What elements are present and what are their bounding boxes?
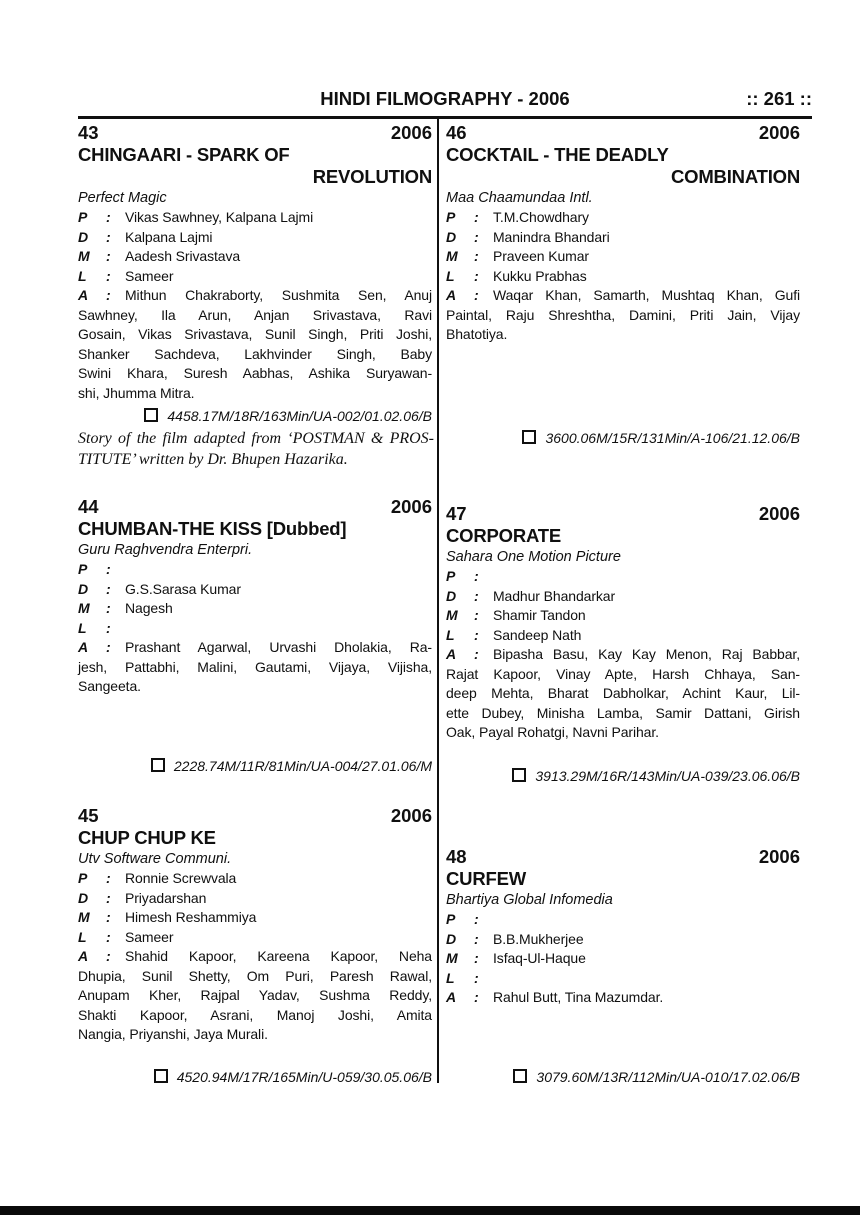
credit-producer (446, 208, 800, 228)
credit-director (446, 587, 800, 607)
credit-colon: : (474, 287, 479, 303)
entry-year: 2006 (390, 122, 432, 143)
credit-value: Vikas Sawhney, Kalpana Lajmi (125, 209, 314, 225)
entry-number: 43 (78, 122, 99, 143)
credit-director (446, 930, 800, 950)
credit-label: P (78, 870, 88, 886)
entry-year: 2006 (758, 503, 800, 524)
credit-actors (78, 638, 432, 697)
credit-colon: : (106, 928, 111, 945)
credit-director (78, 228, 432, 248)
credit-colon: : (474, 248, 479, 264)
credit-colon: : (106, 600, 111, 616)
credit-colon: : (474, 950, 479, 966)
entry-number-line (78, 122, 432, 144)
entry-number-line (446, 846, 800, 868)
censor-details: 3079.60M/13R/112Min/UA-010/17.02.06/B (536, 1069, 800, 1085)
film-title: COCKTAIL - THE DEADLY COMBINATION (446, 144, 800, 187)
credit-music (446, 606, 800, 626)
credit-label: P (78, 209, 88, 225)
credit-label: P (446, 911, 456, 927)
credit-colon: : (106, 639, 111, 655)
credit-label: M (446, 607, 458, 623)
film-note-43: Story of the film adapted from ‘POSTMAN & PROS- TITUTE’ written by Dr. Bhupen Hazarika. (78, 430, 434, 468)
credit-label: A (446, 989, 457, 1005)
entry-number: 44 (78, 496, 99, 517)
film-title: CORPORATE (446, 525, 562, 546)
credit-value: Nagesh (125, 600, 173, 616)
credit-value: Manindra Bhandari (493, 228, 610, 245)
credit-label: P (446, 209, 456, 225)
credit-producer (78, 560, 432, 580)
credit-label: D (446, 587, 457, 604)
censor-details: 2228.74M/11R/81Min/UA-004/27.01.06/M (173, 758, 432, 774)
credit-colon: : (106, 580, 111, 597)
credit-colon: : (106, 228, 111, 245)
censor-certificate-44 (78, 757, 432, 775)
production-company: Bhartiya Global Infomedia (446, 892, 613, 908)
credit-label: M (446, 248, 458, 264)
credit-value: Himesh Reshammiya (125, 909, 257, 925)
censor-certificate-48 (446, 1068, 800, 1086)
credit-label: M (78, 248, 90, 264)
checkbox-icon (151, 758, 165, 772)
checkbox-icon (144, 408, 158, 422)
entry-number: 46 (446, 122, 467, 143)
credit-colon: : (474, 267, 479, 284)
credit-value: Madhur Bhandarkar (493, 587, 616, 604)
credit-colon: : (106, 870, 111, 886)
credit-producer (446, 910, 800, 930)
credit-label: P (78, 561, 88, 577)
credit-label: M (78, 600, 90, 616)
entry-number-line (446, 503, 800, 525)
film-entry-43 (78, 122, 432, 403)
credit-director (78, 889, 432, 909)
cast-list: Mithun Chakraborty, Sushmita Sen, Anuj Sawhney, Ila Arun, Anjan Srivastava, Ravi Gosain, Vikas Srivastava, Sunil Singh, Priti Joshi, Shanker Sachdeva, Lakhvinder Singh, Baby Swini Khara, Suresh Aabhas, Ashika Suryawan- shi, Jhumma Mitra. (78, 287, 432, 401)
credit-lyrics (446, 626, 800, 646)
credit-label: D (446, 930, 457, 947)
censor-certificate-47 (446, 767, 800, 785)
credit-colon: : (106, 248, 111, 264)
credit-value: G.S.Sarasa Kumar (125, 580, 241, 597)
credit-value: Ronnie Screwvala (125, 870, 237, 886)
credit-colon: : (106, 287, 111, 303)
credit-actors (78, 947, 432, 1045)
credit-colon: : (106, 889, 111, 906)
entry-number-line (446, 122, 800, 144)
page-header-title: HINDI FILMOGRAPHY - 2006 (320, 88, 570, 109)
censor-details: 4458.17M/18R/163Min/UA-002/01.02.06/B (167, 408, 432, 424)
entry-number-line (78, 496, 432, 518)
credit-lyrics (78, 267, 432, 287)
cast-list: Rahul Butt, Tina Mazumdar. (493, 989, 664, 1005)
cast-list: Bipasha Basu, Kay Kay Menon, Raj Babbar, Rajat Kapoor, Vinay Apte, Harsh Chhaya, San- deep Mehta, Bharat Dabholkar, Achint Kaur, Lil- ette Dubey, Minisha Lamba, Samir Dattani, Girish Oak, Payal Rohatgi, Navni Parihar. (446, 646, 800, 740)
film-entry-44 (78, 496, 432, 697)
production-company: Sahara One Motion Picture (446, 549, 621, 565)
credit-value: Kalpana Lajmi (125, 228, 213, 245)
credit-music (446, 949, 800, 969)
credit-colon: : (474, 228, 479, 245)
page-number: :: 261 :: (746, 88, 812, 109)
entry-number-line (78, 805, 432, 827)
credit-value: Sameer (125, 267, 174, 284)
credit-label: P (446, 568, 456, 584)
credit-actors (78, 286, 432, 403)
credit-lyrics (78, 928, 432, 948)
censor-details: 3913.29M/16R/143Min/UA-039/23.06.06/B (535, 768, 800, 784)
censor-certificate-46 (446, 429, 800, 447)
credit-colon: : (474, 626, 479, 643)
film-title: CHUP CHUP KE (78, 827, 216, 848)
checkbox-icon (512, 768, 526, 782)
film-entry-46 (446, 122, 800, 345)
credit-colon: : (106, 909, 111, 925)
credit-music (446, 247, 800, 267)
credit-colon: : (474, 911, 479, 927)
credit-lyrics (78, 619, 432, 639)
film-entry-45 (78, 805, 432, 1045)
credit-colon: : (474, 607, 479, 623)
credit-label: L (78, 928, 87, 945)
cast-list: Waqar Khan, Samarth, Mushtaq Khan, Gufi Paintal, Raju Shreshtha, Damini, Priti Jain, Vijay Bhatotiya. (446, 287, 800, 342)
credit-value: Praveen Kumar (493, 248, 589, 264)
cast-list: Shahid Kapoor, Kareena Kapoor, Neha Dhupia, Sunil Shetty, Om Puri, Paresh Rawal, Anupam Kher, Rajpal Yadav, Sushma Reddy, Shakti Kapoor, Asrani, Manoj Joshi, Amita Nangia, Priyanshi, Jaya Murali. (78, 948, 432, 1042)
credit-label: M (446, 950, 458, 966)
credit-producer (446, 567, 800, 587)
production-company: Maa Chaamundaa Intl. (446, 190, 593, 206)
scan-edge-bar (0, 1206, 860, 1215)
credit-label: D (78, 580, 89, 597)
credit-colon: : (474, 646, 479, 662)
credit-colon: : (106, 948, 111, 964)
credit-label: L (446, 969, 455, 986)
credit-label: L (446, 267, 455, 284)
censor-certificate-45 (78, 1068, 432, 1086)
credit-producer (78, 208, 432, 228)
credit-value: Sameer (125, 928, 174, 945)
credit-label: L (78, 619, 87, 636)
credit-label: L (446, 626, 455, 643)
credit-value: Shamir Tandon (493, 607, 586, 623)
checkbox-icon (522, 430, 536, 444)
credit-lyrics (446, 969, 800, 989)
credit-colon: : (474, 209, 479, 225)
production-company: Utv Software Communi. (78, 851, 232, 867)
credit-value: Kukku Prabhas (493, 267, 587, 284)
credit-value: Aadesh Srivastava (125, 248, 241, 264)
credit-colon: : (106, 209, 111, 225)
credit-lyrics (446, 267, 800, 287)
entry-year: 2006 (390, 805, 432, 826)
credit-music (78, 247, 432, 267)
film-title: CHUMBAN-THE KISS [Dubbed] (78, 518, 347, 539)
credit-value: Sandeep Nath (493, 626, 582, 643)
censor-details: 4520.94M/17R/165Min/U-059/30.05.06/B (176, 1069, 432, 1085)
credit-value: Priyadarshan (125, 889, 207, 906)
film-title: CURFEW (446, 868, 526, 889)
credit-label: A (78, 639, 89, 655)
credit-value: Isfaq-Ul-Haque (493, 950, 586, 966)
film-entry-47 (446, 503, 800, 743)
entry-number: 45 (78, 805, 99, 826)
column-divider (437, 119, 439, 1083)
credit-label: D (78, 228, 89, 245)
entry-year: 2006 (758, 122, 800, 143)
entry-year: 2006 (390, 496, 432, 517)
credit-label: D (446, 228, 457, 245)
censor-details: 3600.06M/15R/131Min/A-106/21.12.06/B (545, 430, 800, 446)
checkbox-icon (513, 1069, 527, 1083)
credit-colon: : (106, 619, 111, 636)
credit-label: L (78, 267, 87, 284)
censor-certificate-43 (78, 407, 432, 425)
film-title: CHINGAARI - SPARK OF REVOLUTION (78, 144, 432, 187)
credit-colon: : (106, 561, 111, 577)
credit-colon: : (474, 568, 479, 584)
credit-label: M (78, 909, 90, 925)
credit-actors (446, 645, 800, 743)
credit-colon: : (474, 587, 479, 604)
credit-label: A (78, 287, 89, 303)
production-company: Perfect Magic (78, 190, 167, 206)
credit-label: A (446, 646, 457, 662)
header-rule (78, 116, 812, 119)
credit-colon: : (106, 267, 111, 284)
credit-colon: : (474, 969, 479, 986)
credit-value: T.M.Chowdhary (493, 209, 589, 225)
credit-actors (446, 286, 800, 345)
credit-colon: : (474, 989, 479, 1005)
credit-value: B.B.Mukherjee (493, 930, 584, 947)
credit-label: A (78, 948, 89, 964)
entry-year: 2006 (758, 846, 800, 867)
entry-number: 48 (446, 846, 467, 867)
production-company: Guru Raghvendra Enterpri. (78, 542, 253, 558)
credit-producer (78, 869, 432, 889)
checkbox-icon (154, 1069, 168, 1083)
credit-director (446, 228, 800, 248)
film-entry-48 (446, 846, 800, 1008)
entry-number: 47 (446, 503, 467, 524)
credit-label: A (446, 287, 457, 303)
credit-music (78, 599, 432, 619)
credit-label: D (78, 889, 89, 906)
credit-director (78, 580, 432, 600)
credit-music (78, 908, 432, 928)
credit-colon: : (474, 930, 479, 947)
cast-list: Prashant Agarwal, Urvashi Dholakia, Ra- jesh, Pattabhi, Malini, Gautami, Vijaya, Vijisha, Sangeeta. (78, 639, 432, 694)
credit-actors (446, 988, 800, 1008)
